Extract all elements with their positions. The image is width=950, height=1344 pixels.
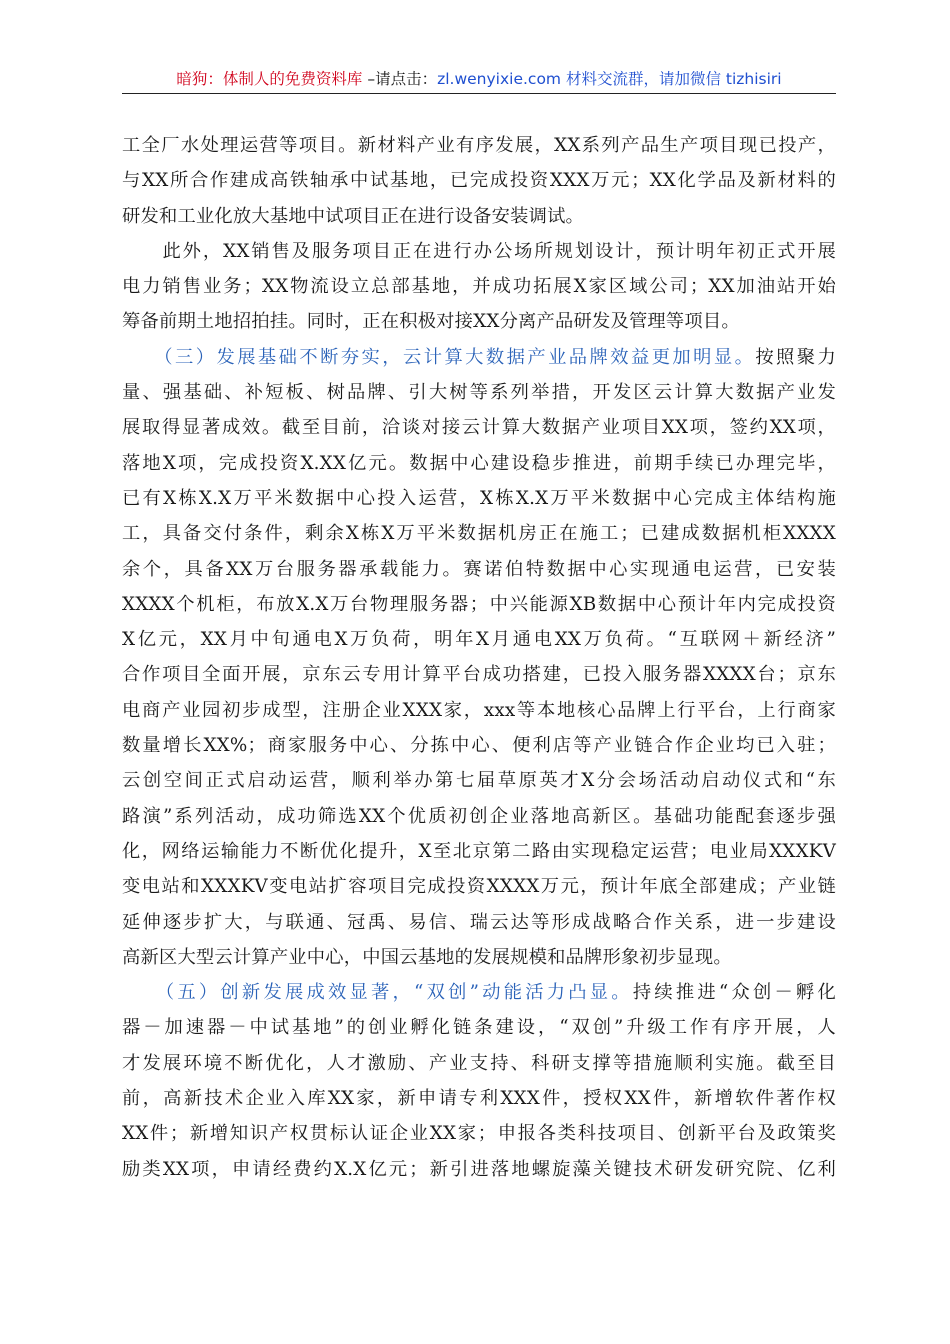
header-brand: 暗狗：体制人的免费资料库: [176, 70, 363, 88]
line-text: 此外，XX销售及服务项目正在进行办公场所规划设计，预计明年初正式开展: [122, 240, 836, 262]
text-line: [122, 622, 836, 657]
text-line: [122, 975, 836, 1010]
text-line: [122, 340, 836, 375]
document-body: [122, 128, 836, 1187]
text-line: [122, 1116, 836, 1151]
line-text: 延伸逐步扩大，与联通、冠禹、易信、瑞云达等形成战略合作关系，进一步建设: [122, 911, 836, 933]
text-line: [122, 940, 836, 975]
line-text: 电力销售业务；XX物流设立总部基地，并成功拓展X家区域公司；XX加油站开始: [122, 276, 836, 298]
text-line: [122, 128, 836, 163]
line-text: 按照聚力: [755, 346, 836, 368]
line-text: 化，网络运输能力不断优化提升，X至北京第二路由实现稳定运营；电业局XXXKV: [122, 840, 836, 862]
line-text: XX件；新增知识产权贯标认证企业XX家；申报各类科技项目、创新平台及政策奖: [122, 1123, 836, 1145]
text-line: [122, 375, 836, 410]
text-line: [122, 1081, 836, 1116]
text-line: [122, 304, 836, 339]
section-heading: （三）发展基础不断夯实，云计算大数据产业品牌效益更加明显。: [122, 346, 756, 368]
text-line: [122, 269, 836, 304]
text-line: [122, 905, 836, 940]
text-line: [122, 1010, 836, 1045]
section-heading: （五）创新发展成效显著，“双创”动能活力凸显。: [122, 982, 633, 1004]
line-text: 工全厂水处理运营等项目。新材料产业有序发展，XX系列产品生产项目现已投产，: [122, 135, 836, 156]
text-line: [122, 799, 836, 834]
page-header: [122, 66, 836, 92]
header-divider: [122, 93, 836, 94]
line-text: 数量增长XX%；商家服务中心、分拣中心、便利店等产业链合作企业均已入驻；: [122, 735, 836, 757]
line-text: 落地X项，完成投资X.XX亿元。数据中心建设稳步推进，前期手续已办理完毕，: [122, 452, 836, 474]
header-prompt: –请点击：: [362, 70, 438, 88]
line-text: 与XX所合作建成高铁轴承中试基地，已完成投资XXX万元；XX化学品及新材料的: [122, 170, 836, 192]
text-line: [122, 446, 836, 481]
text-line: [122, 1152, 836, 1187]
line-text: 展取得显著成效。截至目前，洽谈对接云计算大数据产业项目XX项，签约XX项，: [122, 417, 836, 439]
text-line: [122, 516, 836, 551]
line-text: 研发和工业化放大基地中试项目正在进行设备安装调试。: [122, 205, 585, 227]
line-text: 器－加速器－中试基地”的创业孵化链条建设，“双创”升级工作有序开展，人: [122, 1017, 836, 1039]
text-line: [122, 693, 836, 728]
line-text: 筹备前期土地招拍挂。同时，正在积极对接XX分离产品研发及管理等项目。: [122, 311, 740, 333]
text-line: [122, 834, 836, 869]
line-text: 变电站和XXXKV变电站扩容项目完成投资XXXX万元，预计年底全部建成；产业链: [122, 876, 836, 898]
line-text: 余个，具备XX万台服务器承载能力。赛诺伯特数据中心实现通电运营，已安装: [122, 558, 836, 580]
header-group-info: 材料交流群，请加微信 tizhisiri: [561, 70, 782, 88]
line-text: 前，高新技术企业入库XX家，新申请专利XXX件，授权XX件，新增软件著作权: [122, 1088, 836, 1110]
line-text: 路演”系列活动，成功筛选XX个优质初创企业落地高新区。基础功能配套逐步强: [122, 805, 836, 827]
line-text: 电商产业园初步成型，注册企业XXX家，xxx等本地核心品牌上行平台，上行商家: [122, 699, 836, 721]
header-link[interactable]: zl.wenyixie.com: [437, 70, 562, 88]
text-line: [122, 481, 836, 516]
line-text: 云创空间正式启动运营，顺利举办第七届草原英才X分会场活动启动仪式和“东: [122, 770, 836, 792]
text-line: [122, 869, 836, 904]
line-text: 合作项目全面开展，京东云专用计算平台成功搭建，已投入服务器XXXX台；京东: [122, 664, 836, 686]
line-text: XXXX个机柜，布放X.X万台物理服务器；中兴能源XB数据中心预计年内完成投资: [122, 593, 836, 615]
text-line: [122, 163, 836, 198]
line-text: 才发展环境不断优化，人才激励、产业支持、科研支撑等措施顺利实施。截至目: [122, 1052, 836, 1074]
line-text: 已有X栋X.X万平米数据中心投入运营，X栋X.X万平米数据中心完成主体结构施: [122, 487, 836, 509]
line-text: X亿元，XX月中旬通电X万负荷，明年X月通电XX万负荷。“互联网＋新经济”: [122, 629, 836, 651]
line-text: 持续推进“众创－孵化: [632, 982, 836, 1004]
line-text: 工，具备交付条件，剩余X栋X万平米数据机房正在施工；已建成数据机柜XXXX: [122, 523, 836, 545]
line-text: 高新区大型云计算产业中心，中国云基地的发展规模和品牌形象初步显现。: [122, 946, 732, 968]
line-text: 励类XX项，申请经费约X.X亿元；新引进落地螺旋藻关键技术研发研究院、亿利: [122, 1158, 836, 1180]
text-line: [122, 763, 836, 798]
text-line: [122, 728, 836, 763]
text-line: [122, 410, 836, 445]
line-text: 量、强基础、补短板、树品牌、引大树等系列举措，开发区云计算大数据产业发: [122, 382, 836, 404]
text-line: [122, 657, 836, 692]
text-line: [122, 587, 836, 622]
text-line: [122, 552, 836, 587]
text-line: [122, 199, 836, 234]
text-line: [122, 1046, 836, 1081]
text-line: [122, 234, 836, 269]
